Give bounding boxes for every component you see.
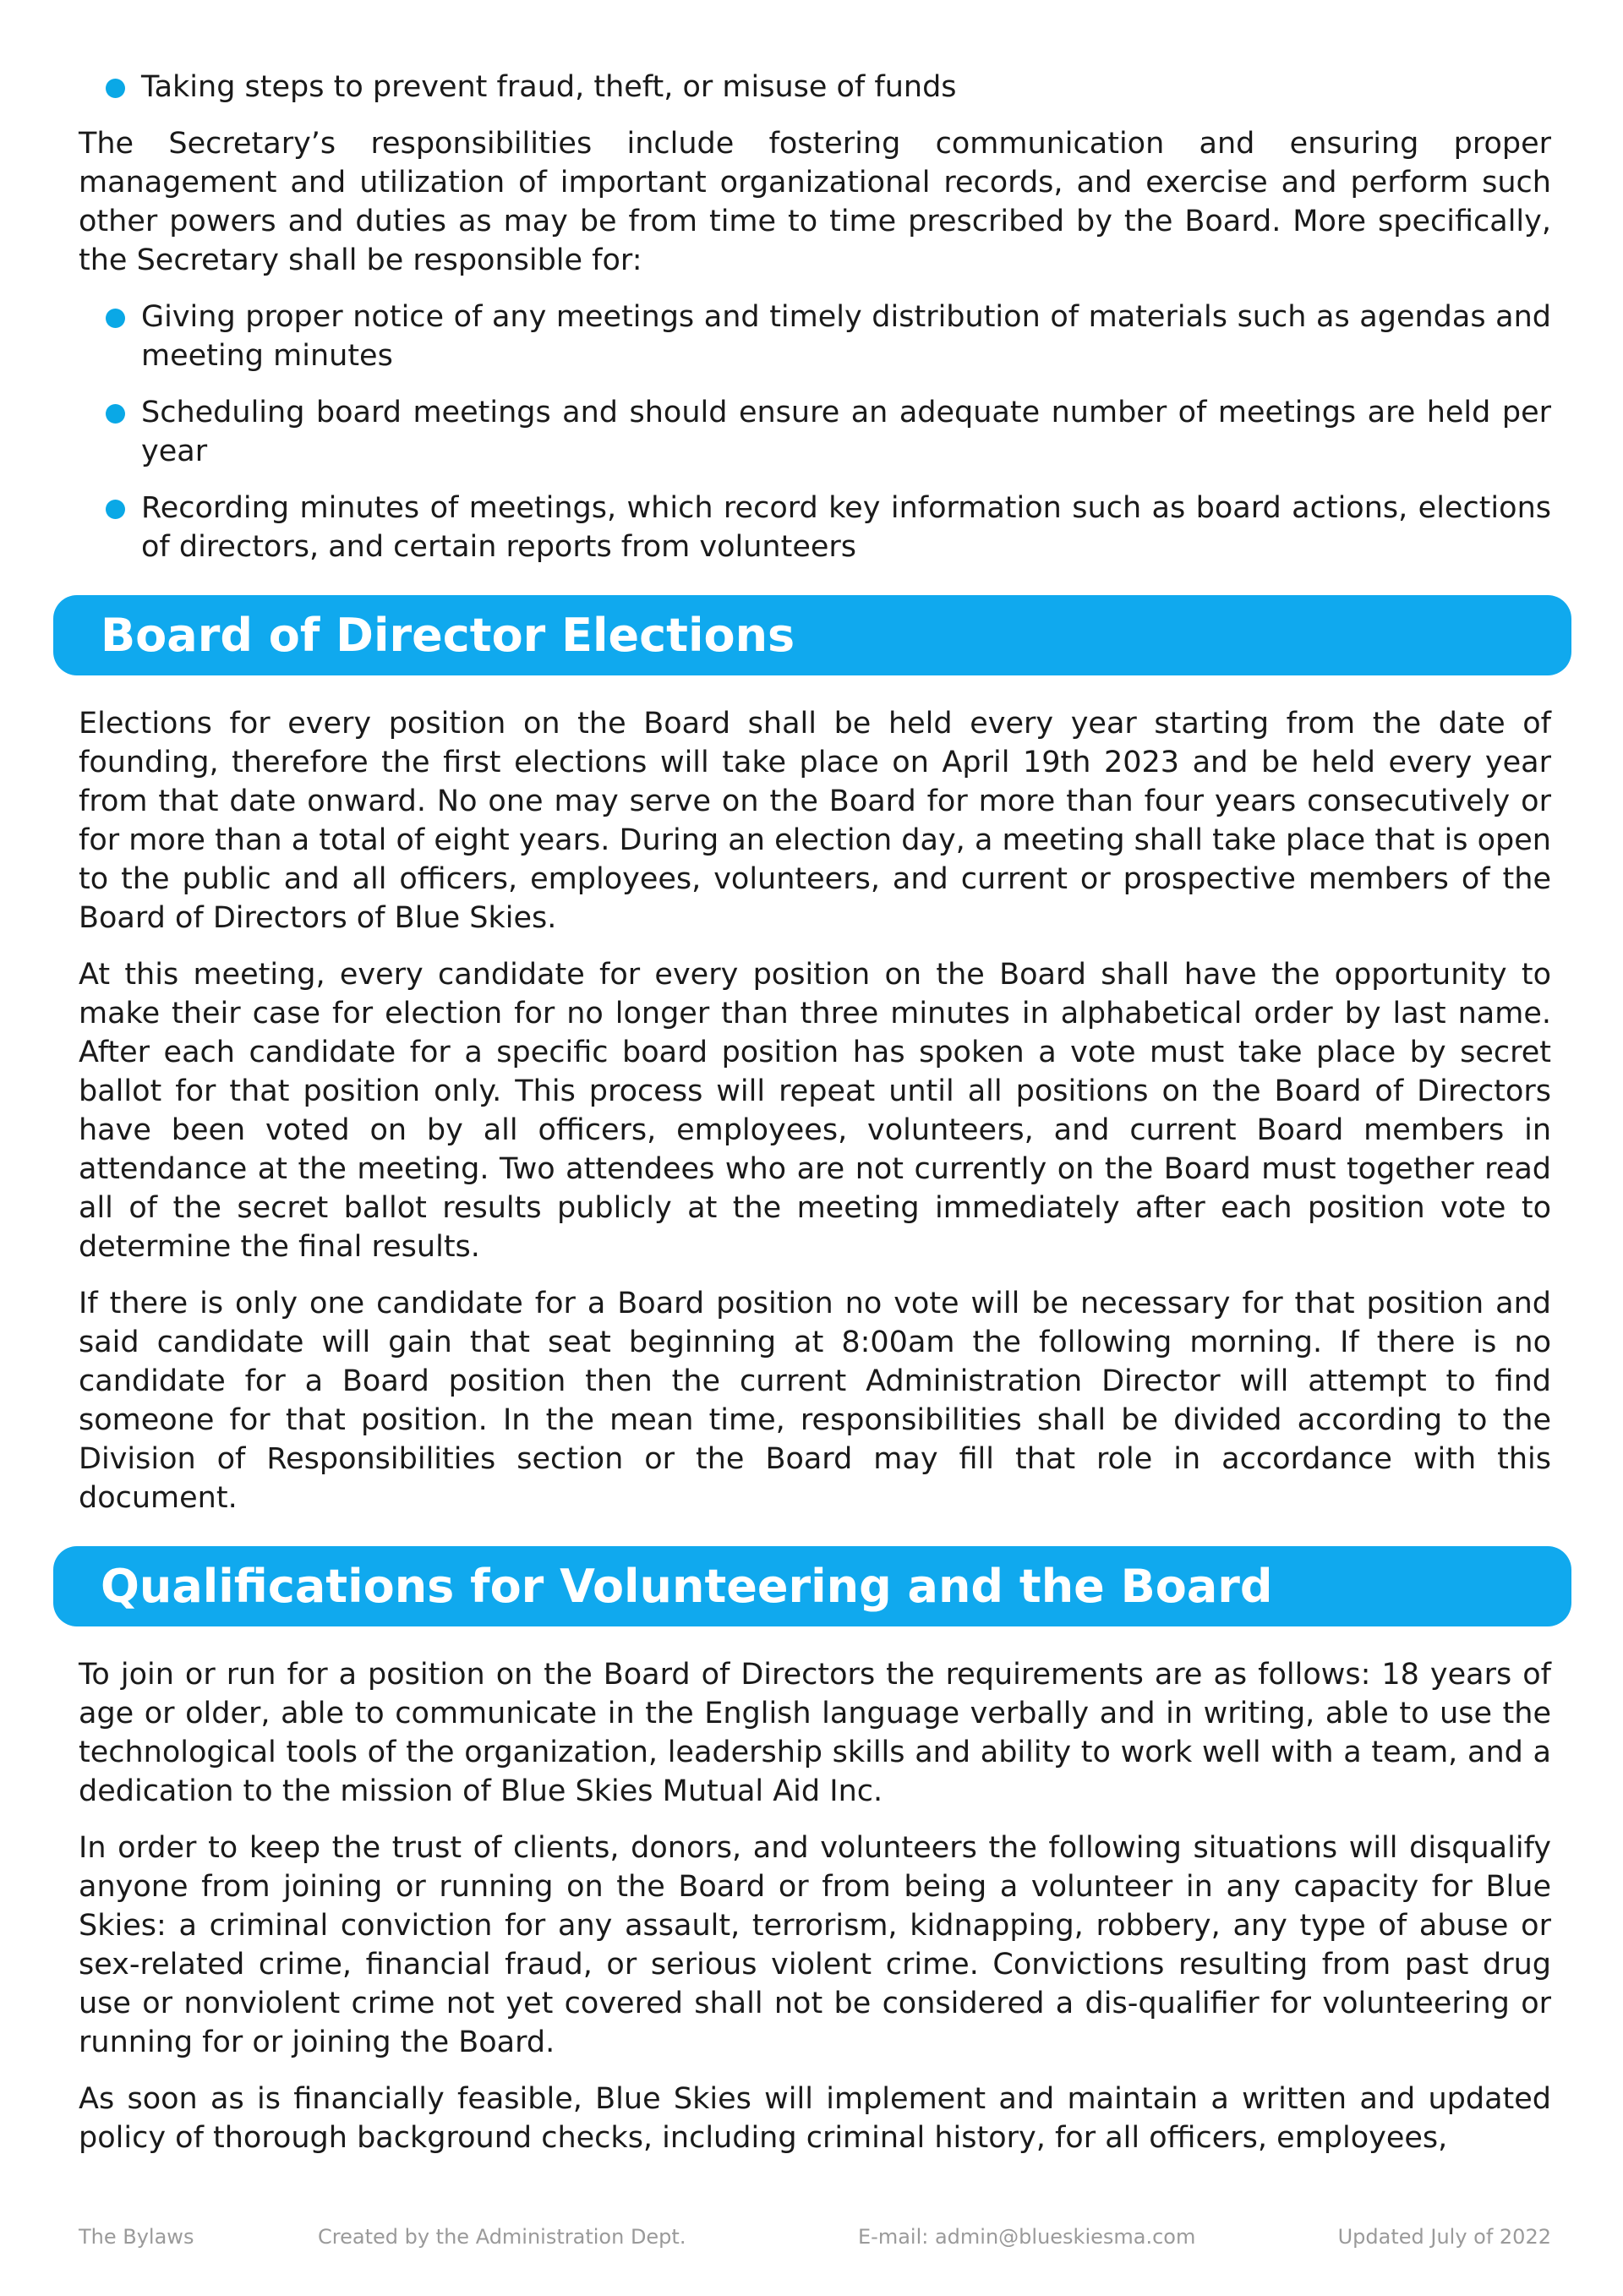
bullet-dot-icon [106,79,125,98]
elections-paragraph: At this meeting, every candidate for every position on the Board shall have the opportunity to make their case for election for no longer than three minutes in alphabetical order by last name. After each candidate for a specific board position has spoken a vote must take place by secret ballot for that position only. This process will repeat until all positions on the Board of Directors have been voted on by all officers, employees, volunteers, and current Board members in attendance at the meeting. Two attendees who are not currently on the Board must together read all of the secret ballot results publicly at the meeting immediately after each position vote to determine the final results. [79,958,1551,1264]
footer-created-by: Created by the Administration Dept. [318,2225,686,2249]
list-item-text: Taking steps to prevent fraud, theft, or misuse of funds [141,70,957,104]
officer-duties-list [79,68,1551,107]
list-item-text: Recording minutes of meetings, which record key information such as board actions, elections of directors, and certain reports from volunteers [141,491,1551,564]
elections-paragraph: If there is only one candidate for a Board position no vote will be necessary for that position and said candidate will gain that seat beginning at 8:00am the following morning. If there is no candidate for a Board position then the current Administration Director will attempt to find someone for that position. In the mean time, responsibilities shall be divided according to the Division of Responsibilities section or the Board may fill that role in accordance with this document. [79,1287,1551,1515]
list-item-text: Scheduling board meetings and should ensure an adequate number of meetings are held per year [141,396,1551,468]
secretary-duties-list [79,298,1551,566]
bullet-dot-icon [106,500,125,519]
page-footer [79,2225,1551,2250]
elections-paragraph: Elections for every position on the Board shall be held every year starting from the date of founding, therefore the first elections will take place on April 19th 2023 and be held every year from that date onward. No one may serve on the Board for more than four years consecutively or for more than a total of eight years. During an election day, a meeting shall take place that is open to the public and all officers, employees, volunteers, and current or prospective members of the Board of Directors of Blue Skies. [79,707,1551,935]
qualifications-paragraph: To join or run for a position on the Board of Directors the requirements are as follows: 18 years of age or older, able to communicate in the English language verbally and in writing, able to use the technological tools of the organization, leadership skills and ability to work well with a team, and a dedication to the mission of Blue Skies Mutual Aid Inc. [79,1658,1551,1808]
bullet-dot-icon [106,404,125,424]
footer-email: E-mail: admin@blueskiesma.com [858,2225,1196,2249]
list-item-text: Giving proper notice of any meetings and timely distribution of materials such as agendas and meeting minutes [141,300,1551,373]
footer-doc-name: The Bylaws [79,2225,194,2249]
qualifications-section-heading: Qualifications for Volunteering and the Board [53,1546,1571,1626]
qualifications-paragraph: As soon as is financially feasible, Blue Skies will implement and maintain a written and updated policy of thorough background checks, including criminal history, for all officers, employees, [79,2082,1551,2155]
list-item [106,68,1551,107]
bullet-dot-icon [106,309,125,328]
list-item [106,393,1551,471]
qualifications-paragraph: In order to keep the trust of clients, donors, and volunteers the following situations will disqualify anyone from joining or running on the Board or from being a volunteer in any capacity for Blue Skies: a criminal conviction for any assault, terrorism, kidnapping, robbery, any type of abuse or sex-related crime, financial fraud, or serious violent crime. Convictions resulting from past drug use or nonviolent crime not yet covered shall not be considered a dis-qualifier for volunteering or running for or joining the Board. [79,1831,1551,2059]
footer-updated: Updated July of 2022 [1337,2225,1551,2249]
page-content [79,68,1551,2175]
elections-section-heading: Board of Director Elections [53,595,1571,675]
list-item [106,298,1551,375]
secretary-paragraph: The Secretary’s responsibilities include fostering communication and ensuring proper management and utilization of important organizational records, and exercise and perform such other powers and duties as may be from time to time prescribed by the Board. More specifically, the Secretary shall be responsible for: [79,127,1551,277]
list-item [106,489,1551,566]
